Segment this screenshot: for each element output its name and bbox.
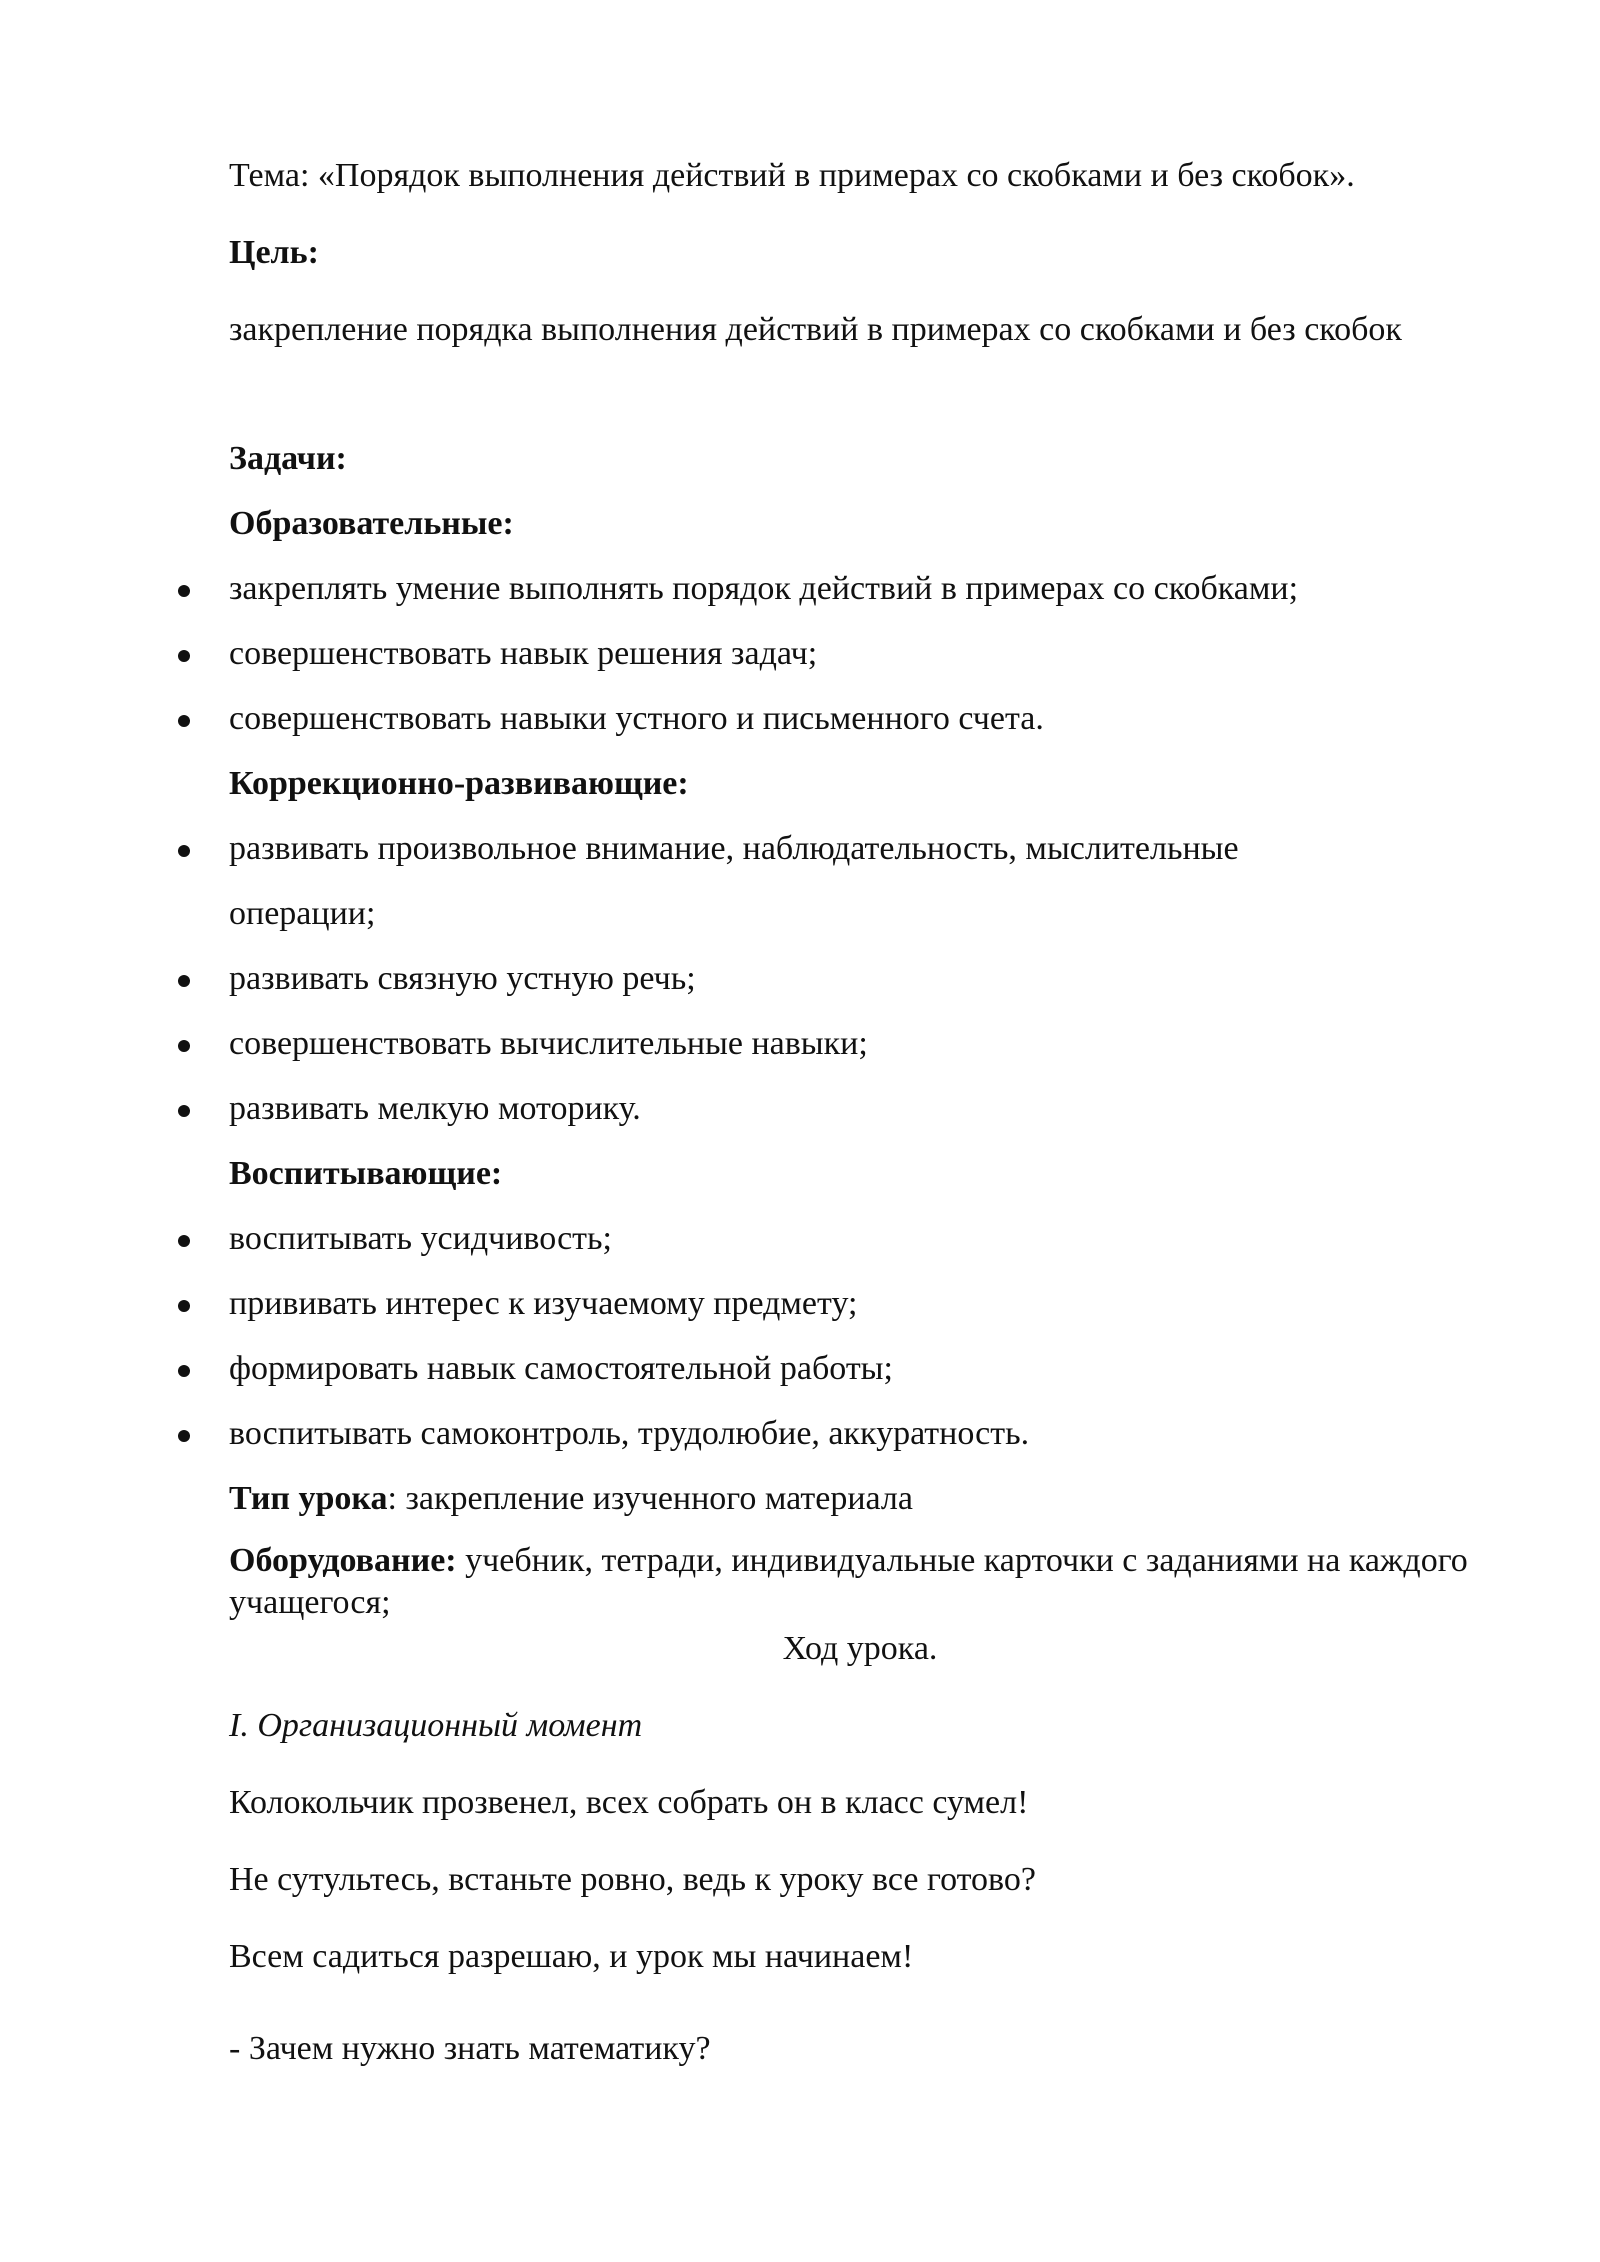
upbringing-item: воспитывать самоконтроль, трудолюбие, аккуратность. xyxy=(229,1415,1030,1452)
bullet-icon xyxy=(178,975,190,987)
equipment-label: Оборудование: xyxy=(229,1542,457,1579)
bullet-icon xyxy=(178,1300,190,1312)
educational-heading: Образовательные: xyxy=(229,505,514,542)
correctional-item: совершенствовать вычислительные навыки; xyxy=(229,1025,868,1062)
bullet-icon xyxy=(178,585,190,597)
bullet-icon xyxy=(178,845,190,857)
bullet-icon xyxy=(178,1430,190,1442)
poem-line: Колокольчик прозвенел, всех собрать он в класс сумел! xyxy=(229,1784,1029,1821)
correctional-heading: Коррекционно-развивающие: xyxy=(229,765,689,802)
educational-item: закреплять умение выполнять порядок действий в примерах со скобками; xyxy=(229,570,1299,607)
bullet-icon xyxy=(178,1040,190,1052)
upbringing-heading: Воспитывающие: xyxy=(229,1155,503,1192)
lesson-type-text: : закрепление изученного материала xyxy=(387,1480,913,1517)
lesson-course-heading: Ход урока. xyxy=(782,1630,938,1667)
poem-line: Не сутультесь, встаньте ровно, ведь к уроку все готово? xyxy=(229,1861,1036,1898)
tasks-heading: Задачи: xyxy=(229,440,347,477)
poem-line: Всем садиться разрешаю, и урок мы начинаем! xyxy=(229,1938,914,1975)
question-line: - Зачем нужно знать математику? xyxy=(229,2030,711,2067)
equipment-text: учебник, тетради, индивидуальные карточки с заданиями на каждого учащегося; xyxy=(229,1542,1468,1621)
upbringing-item: формировать навык самостоятельной работы; xyxy=(229,1350,893,1387)
correctional-item: развивать связную устную речь; xyxy=(229,960,696,997)
bullet-icon xyxy=(178,650,190,662)
upbringing-item: прививать интерес к изучаемому предмету; xyxy=(229,1285,858,1322)
goal-text: закрепление порядка выполнения действий в примерах со скобками и без скобок xyxy=(229,311,1402,348)
bullet-icon xyxy=(178,1235,190,1247)
bullet-icon xyxy=(178,1365,190,1377)
correctional-item-continuation: операции; xyxy=(229,895,376,932)
upbringing-item: воспитывать усидчивость; xyxy=(229,1220,612,1257)
lesson-topic: Тема: «Порядок выполнения действий в примерах со скобками и без скобок». xyxy=(229,157,1355,194)
lesson-type xyxy=(229,1475,913,1523)
lesson-type-label: Тип урока xyxy=(229,1480,388,1517)
equipment xyxy=(229,1540,1489,1624)
bullet-icon xyxy=(178,1105,190,1117)
section-heading: I. Организационный момент xyxy=(229,1707,643,1744)
educational-item: совершенствовать навык решения задач; xyxy=(229,635,818,672)
correctional-item: развивать мелкую моторику. xyxy=(229,1090,641,1127)
goal-heading: Цель: xyxy=(229,234,319,271)
correctional-item: развивать произвольное внимание, наблюдательность, мыслительные xyxy=(229,830,1239,867)
bullet-icon xyxy=(178,715,190,727)
educational-item: совершенствовать навыки устного и письменного счета. xyxy=(229,700,1044,737)
